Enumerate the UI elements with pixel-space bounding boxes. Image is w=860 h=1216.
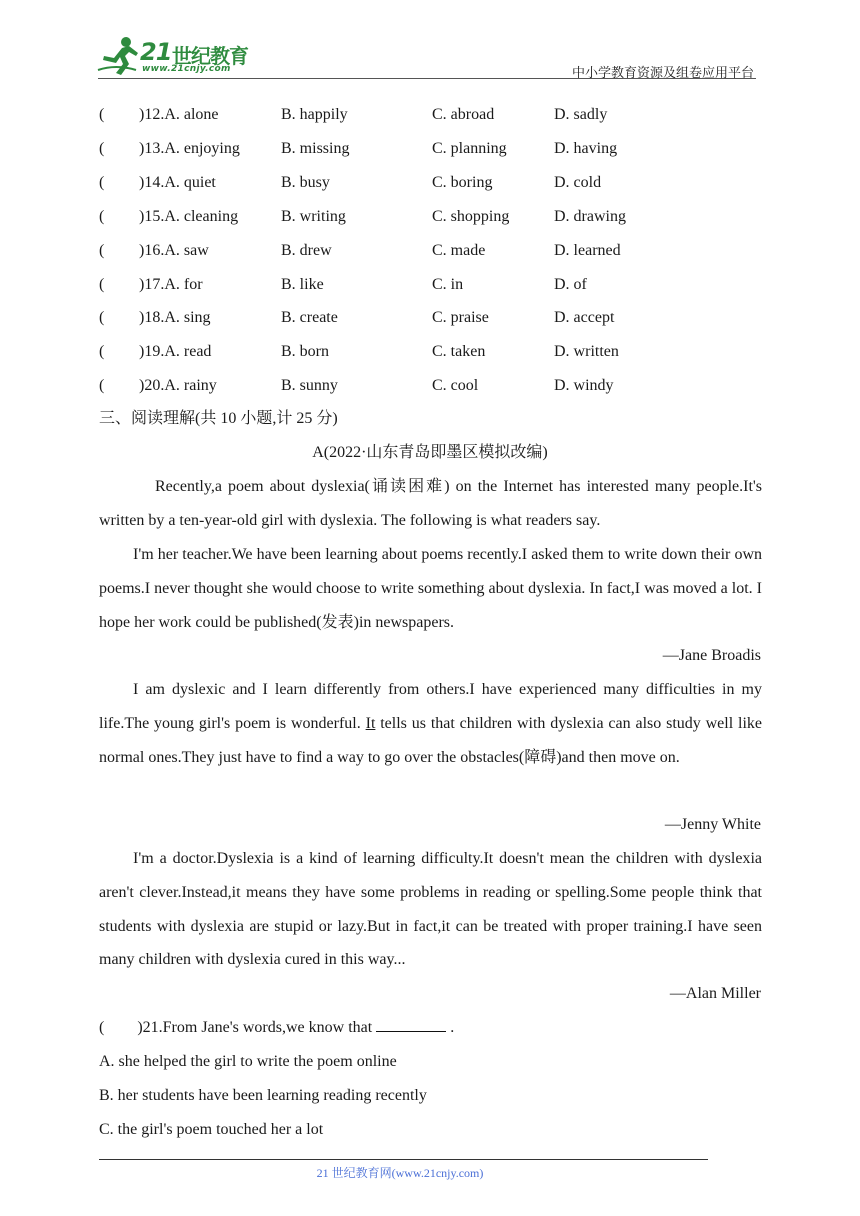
fill-blank[interactable] [376, 1017, 446, 1032]
section-title: 三、阅读理解(共 10 小题,计 25 分) [99, 410, 338, 427]
option-b: B. like [281, 275, 324, 293]
site-logo[interactable] [96, 36, 266, 80]
option-d: D. accept [554, 309, 615, 327]
passage-paragraph-teacher: I'm her teacher.We have been learning about poems recently.I asked them to write down their own poems.I never thought she would choose to write something about dyslexia. In fact,I was moved a lot. I hope her work could be published(发表)in newspapers. [99, 546, 762, 631]
option-b: B. born [281, 343, 329, 361]
option-b: B. happily [281, 106, 348, 123]
option-b: B. drew [281, 241, 332, 259]
logo-number: 21 [140, 38, 172, 66]
option-c: C. cool [432, 377, 479, 395]
option-a: )13.A. enjoying [139, 139, 240, 157]
answer-paren: ( [99, 1019, 105, 1036]
answer-paren: ( [99, 106, 105, 123]
option-c: C. the girl's poem touched her a lot [99, 1121, 324, 1138]
footer-link[interactable]: 21 世纪教育网(www.21cnjy.com) [316, 1166, 484, 1180]
signature-alan: —Alan Miller [669, 985, 761, 1002]
option-a: )16.A. saw [139, 241, 209, 259]
option-a: )19.A. read [139, 343, 212, 361]
option-d: D. sadly [554, 106, 608, 123]
option-b: B. busy [281, 173, 330, 191]
signature-jenny: —Jenny White [664, 816, 761, 833]
passage-paragraph-doctor: I'm a doctor.Dyslexia is a kind of learning difficulty.It doesn't mean the children with dyslexia aren't clever.Instead,it means they have some problems in reading or spelling.Some people think that students with dyslexia are stupid or lazy.But in fact,it can be treated with proper training.I have seen many children with dyslexia cured in this way... [99, 850, 762, 969]
option-c: C. made [432, 241, 486, 259]
answer-paren: ( [99, 241, 105, 259]
option-a: )17.A. for [139, 275, 203, 293]
option-d: D. cold [554, 173, 602, 191]
option-c: C. praise [432, 309, 489, 327]
option-a: )14.A. quiet [139, 173, 216, 191]
option-a: A. she helped the girl to write the poem online [99, 1053, 397, 1070]
runner-logo-icon [96, 36, 140, 76]
option-a: )18.A. sing [139, 309, 211, 327]
option-d: D. having [554, 139, 618, 157]
option-a: )12.A. alone [139, 106, 219, 123]
option-b: B. writing [281, 207, 346, 225]
option-b: B. sunny [281, 377, 338, 395]
answer-paren: ( [99, 343, 105, 361]
answer-paren: ( [99, 275, 105, 293]
option-b: B. create [281, 309, 338, 327]
paragraph-text: I am dyslexic and I learn differently from others.I have experienced many difficulties in my life.The young girl's poem is wonderful. [99, 681, 762, 732]
paragraph-text: tells us that children with dyslexia can also study well like normal ones.They just have to find a way to go over the obstacles(障碍)and then move on. [99, 714, 763, 766]
footer-divider [99, 1159, 708, 1160]
option-c: C. shopping [432, 207, 510, 225]
header-divider [98, 78, 756, 79]
passage-title: A(2022·山东青岛即墨区模拟改编) [312, 444, 548, 461]
signature-jane: —Jane Broadis [662, 647, 761, 664]
option-c: C. abroad [432, 106, 495, 123]
question-end: . [450, 1019, 455, 1036]
option-a: )20.A. rainy [139, 377, 217, 395]
option-c: C. taken [432, 343, 486, 361]
option-c: C. boring [432, 173, 493, 191]
option-c: C. planning [432, 139, 507, 157]
logo-url: www.21cnjy.com [142, 64, 231, 74]
question-stem: )21.From Jane's words,we know that [137, 1019, 373, 1036]
answer-paren: ( [99, 139, 105, 157]
option-d: D. windy [554, 377, 614, 395]
option-d: D. learned [554, 241, 621, 259]
option-a: )15.A. cleaning [139, 207, 239, 225]
logo-chinese-text: 世纪教育 [172, 44, 248, 68]
option-b: B. her students have been learning reading recently [99, 1087, 427, 1104]
passage-paragraph-dyslexic [99, 673, 762, 774]
answer-paren: ( [99, 377, 105, 395]
passage-intro: Recently,a poem about dyslexia(诵读困难) on the Internet has interested many people.It's written by a ten-year-old girl with dyslexia. The following is what readers say. [99, 478, 762, 529]
option-d: D. of [554, 275, 587, 293]
option-c: C. in [432, 275, 464, 293]
underlined-word-it: It [365, 714, 376, 732]
platform-name: 中小学教育资源及组卷应用平台 [571, 65, 754, 80]
answer-paren: ( [99, 173, 105, 191]
option-d: D. written [554, 343, 619, 361]
option-b: B. missing [281, 139, 350, 157]
option-d: D. drawing [554, 207, 626, 225]
answer-paren: ( [99, 207, 105, 225]
question-21 [99, 1017, 454, 1039]
answer-paren: ( [99, 309, 105, 327]
